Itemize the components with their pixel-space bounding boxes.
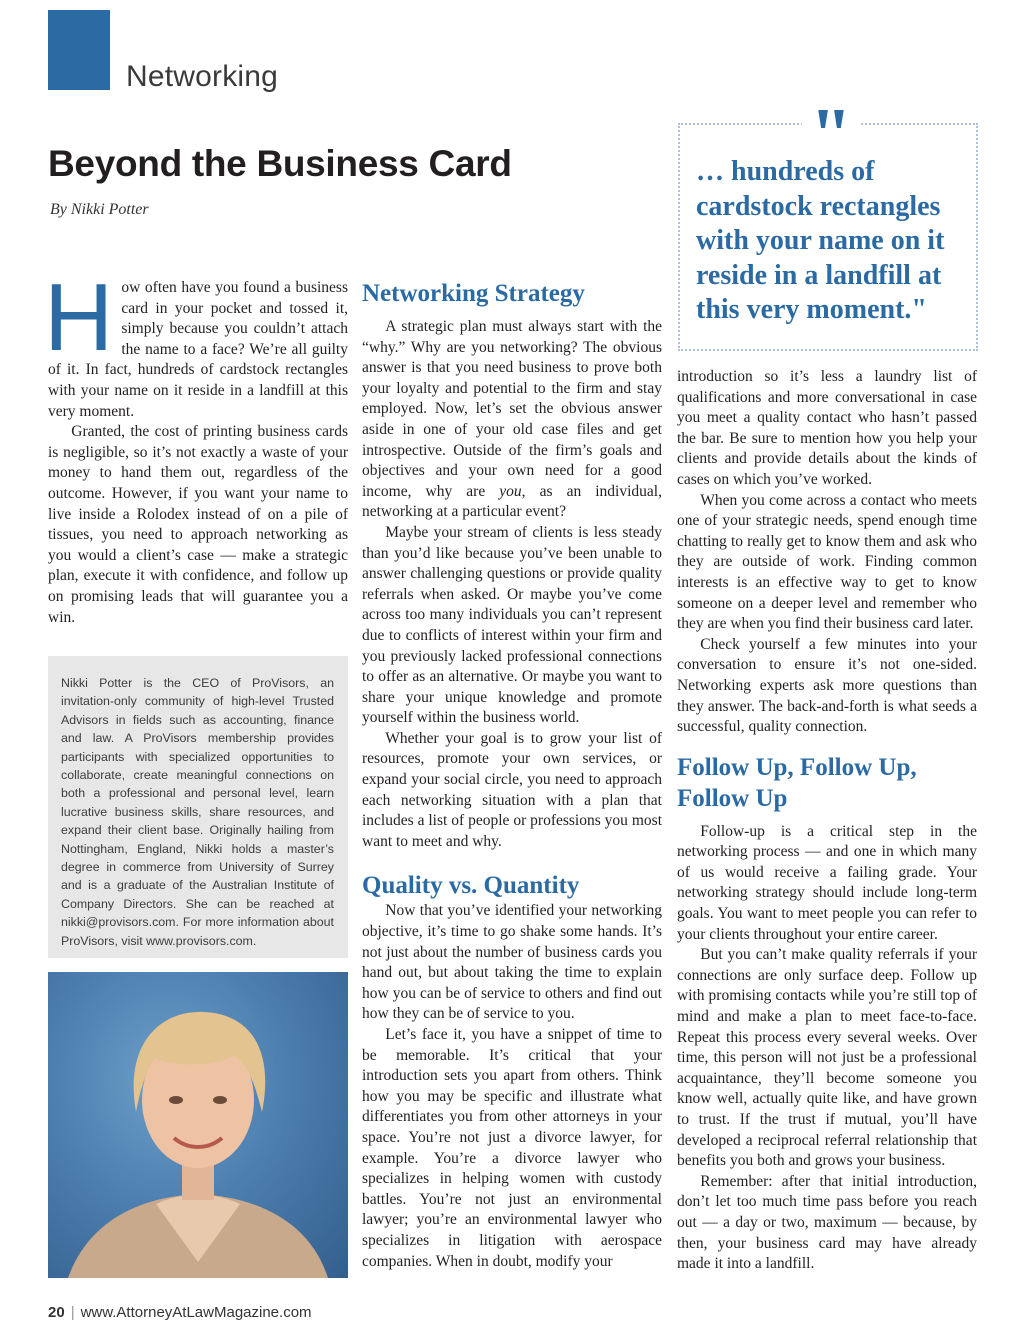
body-paragraph: Maybe your stream of clients is less steady than you’d like because you’ve been unable to answer challenging questions or provide quality referrals when asked. Or maybe you’ve come across too many individuals you can’t represent due to conflicts of interest within your firm and you previously lacked professional connections to offer as an alternative. Or maybe you want to share your unique knowledge and promote yourself within the business world. <box>362 523 662 727</box>
body-paragraph: Check yourself a few minutes into your conversation to ensure it’s not one-sided. Networking experts ask more questions than they answer. The back-and-forth is what seeds a successful, quality connection. <box>677 635 977 736</box>
body-paragraph <box>362 317 662 523</box>
footer-site[interactable]: www.AttorneyAtLawMagazine.com <box>80 1304 312 1321</box>
text-run: A strategic plan must always start with the “why.” Why are you networking? The obvious answer is that you need business to prove both your loyalty and potential to the firm and stay employed. Now, let’s set the obvious answer aside in one of your old case files and get introspective. Outside of the firm’s goals and objectives and your own need for a good income, why are <box>362 318 662 500</box>
page-number: 20 <box>48 1304 65 1321</box>
drop-cap: H <box>44 264 114 371</box>
column-3 <box>677 367 977 1275</box>
author-photo <box>48 972 348 1278</box>
body-paragraph: Now that you’ve identified your networking objective, it’s time to go shake some hands. It’s not just about the number of business cards you hand out, but about taking the time to explain how you can be of service to others and find out how they can be of service to you. <box>362 902 662 1023</box>
heading-networking-strategy: Networking Strategy <box>362 280 585 307</box>
body-paragraph: Granted, the cost of printing business cards is negligible, so it’s not exactly a waste of your money to hand them out, regardless of the outcome. However, if you want your name to live inside a Rolodex instead of on a pile of tissues, you need to approach networking as you would a client’s case — make a strategic plan, execute it with confidence, and follow up on promising leads that will guarantee you a win. <box>48 423 348 626</box>
body-paragraph: Whether your goal is to grow your list of resources, promote your own services, or expand your social circle, you need to approach each networking situation with a plan that includes a list of people or professions you most want to meet and why. <box>362 729 662 850</box>
pull-quote-text: … hundreds of cardstock rectangles with your name on it reside in a landfill at this very moment." <box>696 156 945 325</box>
intro-paragraph <box>44 264 348 422</box>
body-paragraph: Remember: after that initial introduction, don’t let too much time pass before you reach out — a day or two, maximum — because, by then, your business card may have already made it into a landfill. <box>677 1172 977 1273</box>
page-footer <box>48 1304 312 1321</box>
byline: By Nikki Potter <box>50 201 149 218</box>
body-paragraph-continued: introduction so it’s less a laundry list of qualifications and more conversational in case you meet a quality contact who hasn’t passed the bar. Be sure to mention how you help your clients and provide details about the kinds of cases on which you’ve worked. <box>677 368 977 488</box>
section-tab-bar <box>48 10 110 90</box>
body-paragraph: When you come across a contact who meets one of your strategic needs, spend enough time chatting to really get to know them and ask who they are outside of work. Finding common interests is an effective way to get to know someone on a deeper level and remember who they are when you find their business card later. <box>677 491 977 633</box>
heading-quality-vs-quantity: Quality vs. Quantity <box>362 872 580 900</box>
column-2 <box>362 278 662 1272</box>
body-paragraph: But you can’t make quality referrals if your connections are only surface deep. Follow up with promising contacts while you’re still top of mind and make a plan to meet face-to-face. Repeat this process every several weeks. Over time, this person will not just be a professional acquaintance, they’ll become someone you know well, actually quite like, and have grown to trust. If the trust if mutual, you’ll have developed a reciprocal referral relationship that benefits you both and grows your business. <box>677 946 977 1170</box>
pull-quote <box>678 93 978 351</box>
quote-mark-icon: " <box>802 95 860 159</box>
text-run: , as an individual, networking at a particular event? <box>362 482 662 521</box>
column-1 <box>44 264 348 628</box>
body-paragraph: Follow-up is a critical step in the networking process — and one in which many of us would receive a failing grade. Your networking strategy should include long-term goals. You want to meet people you can refer to your clients throughout your entire career. <box>677 822 977 943</box>
body-paragraph: Let’s face it, you have a snippet of time to be memorable. It’s critical that your introduction sets you apart from others. Think how you may be specific and illustrate what differentiates you from other attorneys in your space. You’re not just a divorce lawyer, for example. You’re a divorce lawyer who specializes in helping women with custody battles. You’re not just an environmental lawyer; you’re an environmental lawyer who specializes in litigation with aerospace companies. When in doubt, modify your <box>362 1026 662 1270</box>
author-bio: Nikki Potter is the CEO of ProVisors, an invitation-only community of high-level Trusted Advisors in fields such as accounting, finance and law. A ProVisors membership provides participants with specialized opportunities to collaborate, create meaningful connections on both a professional and personal level, learn lucrative business skills, share resources, and expand their client base. Originally hailing from Nottingham, England, Nikki holds a master’s degree in commerce from University of Surrey and is a graduate of the Australian Institute of Company Directors. She can be reached at nikki@provisors.com. For more information about ProVisors, visit www.provisors.com. <box>48 656 348 958</box>
section-label: Networking <box>126 60 279 93</box>
footer-separator: | <box>70 1304 75 1321</box>
heading-follow-up: Follow Up, Follow Up, Follow Up <box>677 753 917 812</box>
author-portrait-illustration <box>48 972 348 1278</box>
intro-text: ow often have you found a business card in your pocket and tossed it, simply because you couldn’t attach the name to a face? We’re all guilty of it. In fact, hundreds of cardstock rectangles with your name on it reside in a landfill at this very moment. <box>48 279 348 420</box>
emphasis-text: you <box>499 482 522 500</box>
article-title: Beyond the Business Card <box>48 143 512 184</box>
